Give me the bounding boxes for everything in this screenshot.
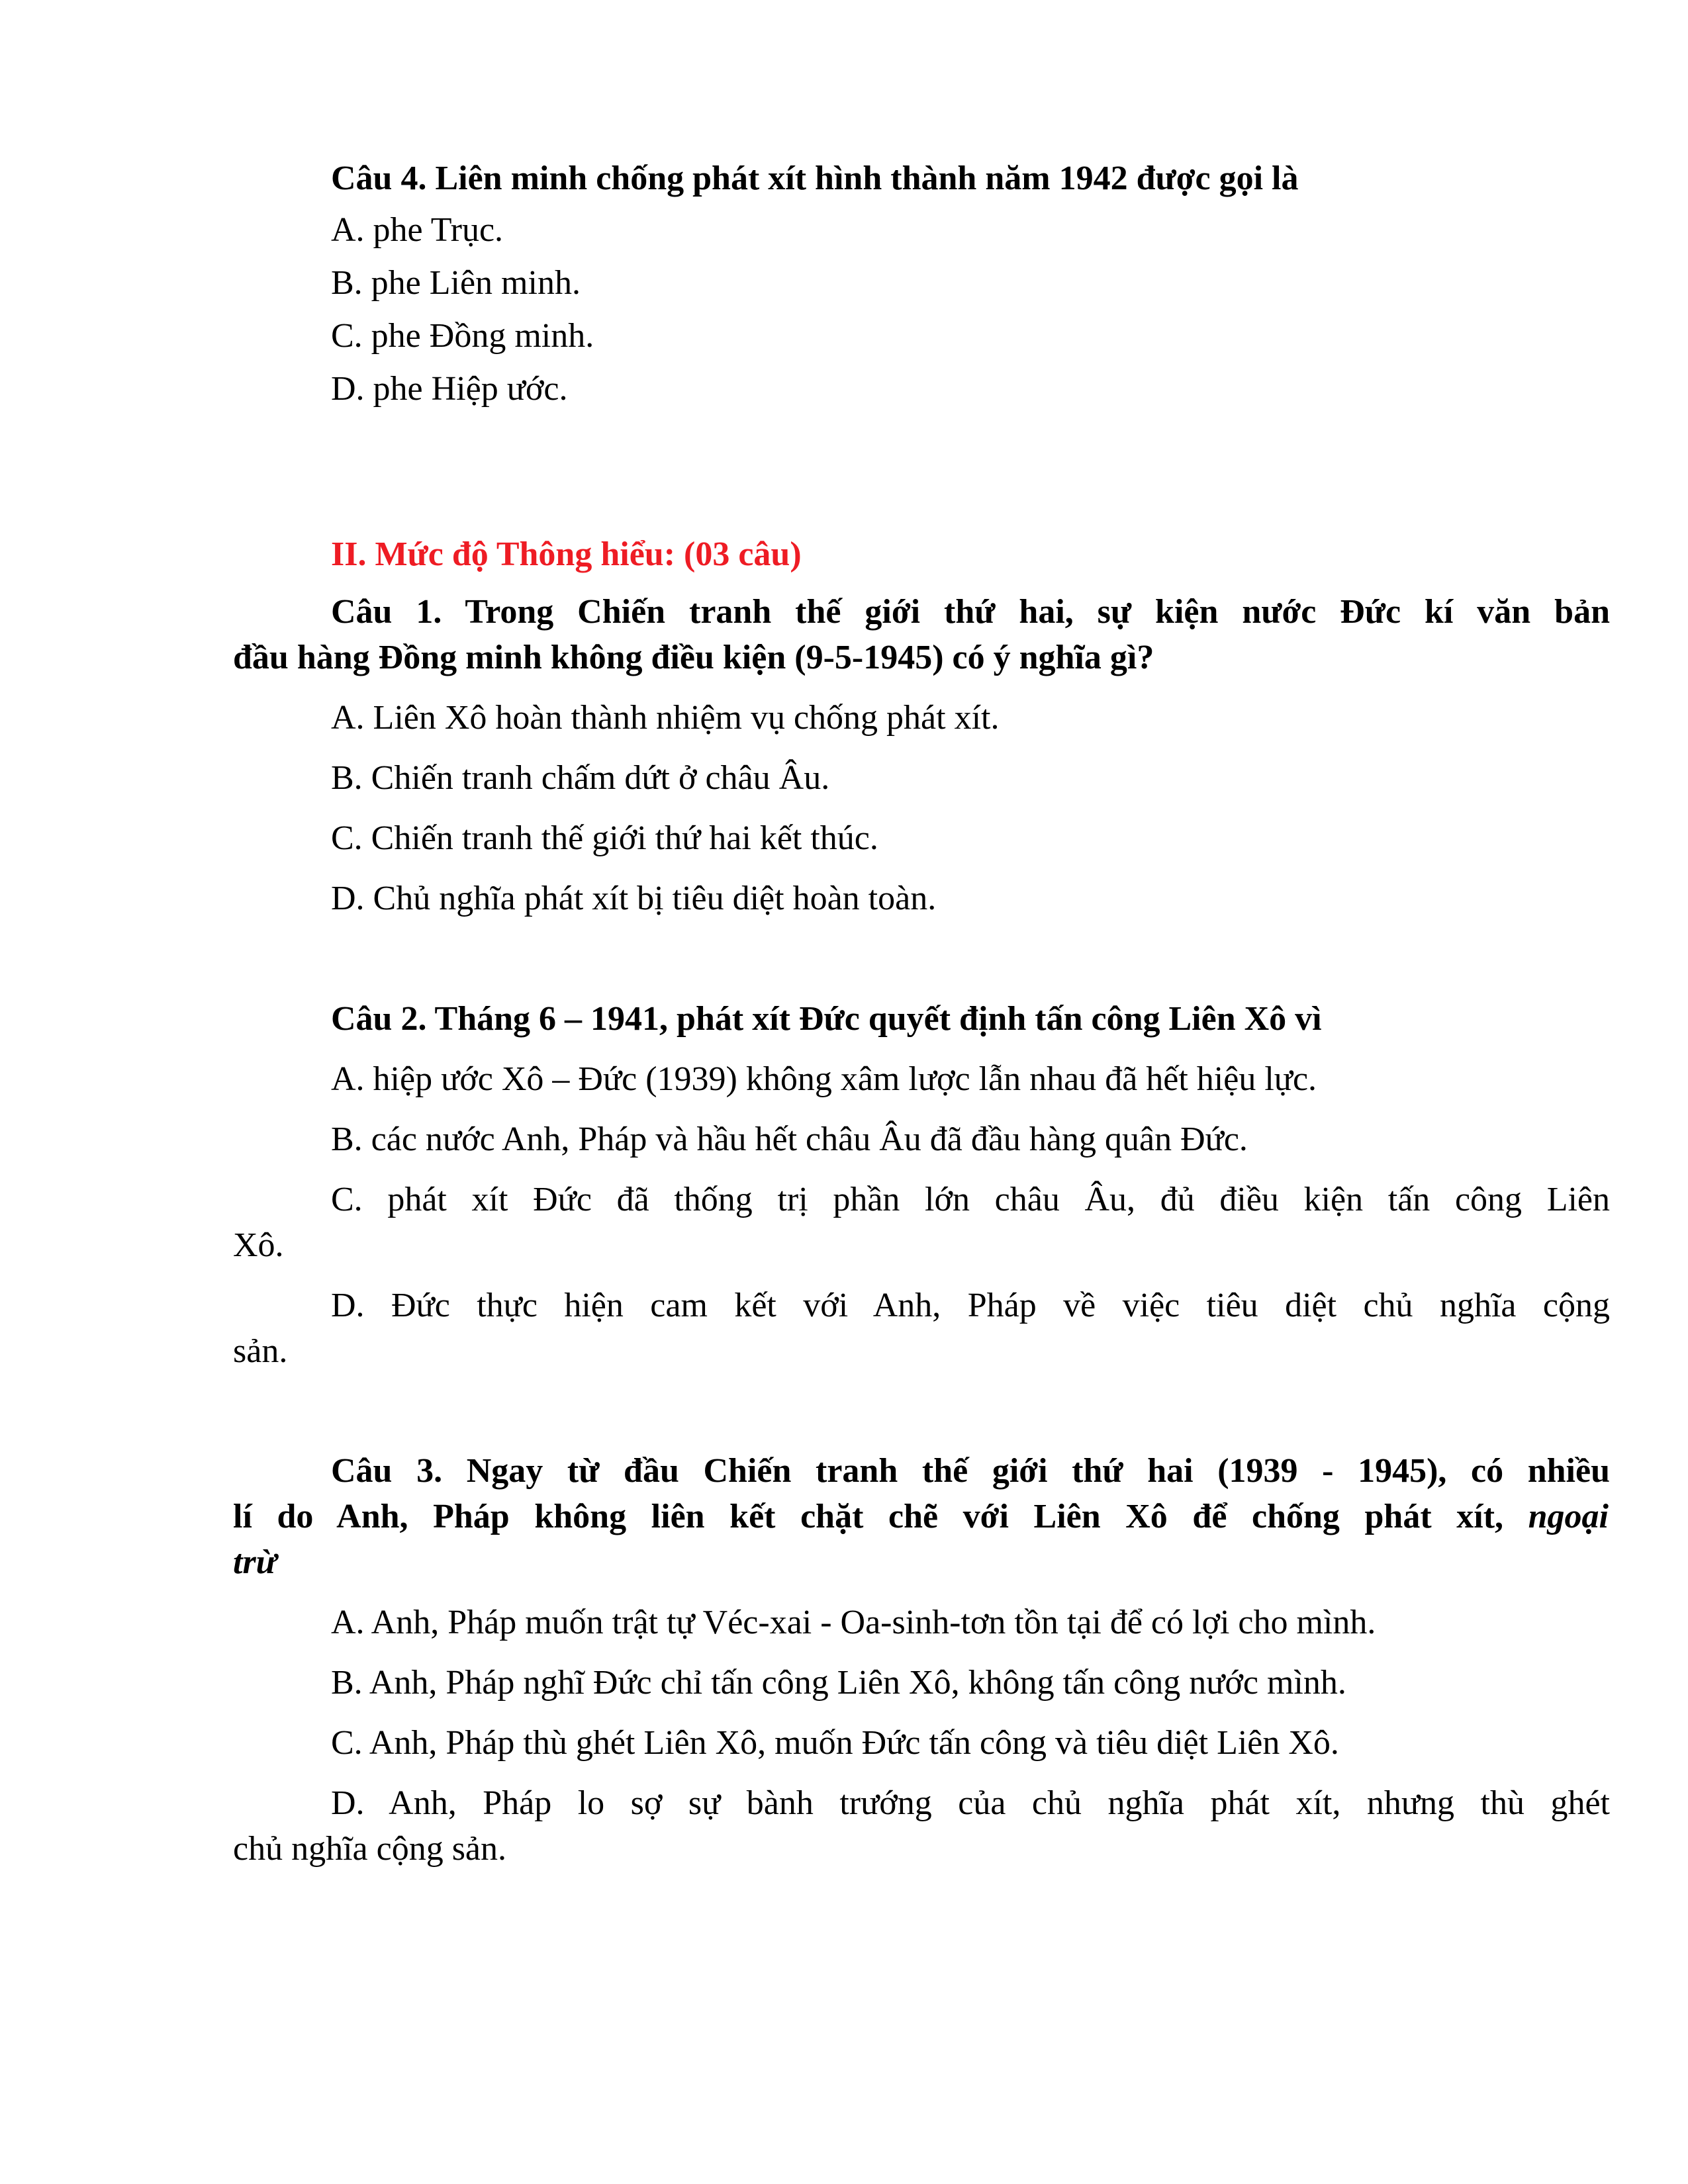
section2-question-3-line-2-text: lí do Anh, Pháp không liên kết chặt chẽ với Liên Xô để chống phát xít, <box>233 1498 1504 1535</box>
section2-question-3-option-c: C. Anh, Pháp thù ghét Liên Xô, muốn Đức tấn công và tiêu diệt Liên Xô. <box>331 1724 1339 1762</box>
section2-question-3-line-3 <box>233 1543 277 1582</box>
question-4-title: Câu 4. Liên minh chống phát xít hình thành năm 1942 được gọi là <box>331 159 1299 197</box>
section2-question-1-option-a: A. Liên Xô hoàn thành nhiệm vụ chống phát xít. <box>331 699 1000 737</box>
section2-question-1-line-2: đầu hàng Đồng minh không điều kiện (9-5-1945) có ý nghĩa gì? <box>233 639 1154 676</box>
question-4-option-c: C. phe Đồng minh. <box>331 317 594 355</box>
question-4-option-b: B. phe Liên minh. <box>331 264 581 302</box>
section2-question-1-option-c: C. Chiến tranh thế giới thứ hai kết thúc. <box>331 819 878 857</box>
section2-question-2-option-d-line-2: sản. <box>233 1332 288 1370</box>
section2-question-3-line-1: Câu 3. Ngay từ đầu Chiến tranh thế giới thứ hai (1939 - 1945), có nhiều <box>331 1452 1610 1490</box>
section2-question-3-option-d-line-1: D. Anh, Pháp lo sợ sự bành trướng của chủ nghĩa phát xít, nhưng thù ghét <box>331 1784 1610 1822</box>
section2-question-2-option-a: A. hiệp ước Xô – Đức (1939) không xâm lược lẫn nhau đã hết hiệu lực. <box>331 1060 1317 1098</box>
question-4-option-a: A. phe Trục. <box>331 211 504 249</box>
section-heading: II. Mức độ Thông hiểu: (03 câu) <box>331 535 802 573</box>
section2-question-3-option-b: B. Anh, Pháp nghĩ Đức chỉ tấn công Liên Xô, không tấn công nước mình. <box>331 1664 1346 1702</box>
section2-question-3-line-2 <box>233 1497 1609 1537</box>
section2-question-1-line-1: Câu 1. Trong Chiến tranh thế giới thứ hai, sự kiện nước Đức kí văn bản <box>331 593 1610 631</box>
section2-question-2-option-c-line-2: Xô. <box>233 1226 284 1264</box>
section2-question-3-emphasis-cont: trừ <box>233 1543 277 1581</box>
section2-question-2-option-b: B. các nước Anh, Pháp và hầu hết châu Âu đã đầu hàng quân Đức. <box>331 1120 1248 1158</box>
section2-question-3-emphasis: ngoại <box>1528 1498 1609 1535</box>
question-4-option-d: D. phe Hiệp ước. <box>331 370 568 408</box>
section2-question-2-title: Câu 2. Tháng 6 – 1941, phát xít Đức quyết định tấn công Liên Xô vì <box>331 1000 1322 1038</box>
section2-question-2-option-c-line-1: C. phát xít Đức đã thống trị phần lớn châu Âu, đủ điều kiện tấn công Liên <box>331 1181 1610 1218</box>
section2-question-3-option-d-line-2: chủ nghĩa cộng sản. <box>233 1830 507 1868</box>
section2-question-1-option-b: B. Chiến tranh chấm dứt ở châu Âu. <box>331 759 830 797</box>
section2-question-3-option-a: A. Anh, Pháp muốn trật tự Véc-xai - Oa-sinh-tơn tồn tại để có lợi cho mình. <box>331 1604 1376 1641</box>
section2-question-1-option-d: D. Chủ nghĩa phát xít bị tiêu diệt hoàn toàn. <box>331 880 937 917</box>
section2-question-2-option-d-line-1: D. Đức thực hiện cam kết với Anh, Pháp về việc tiêu diệt chủ nghĩa cộng <box>331 1287 1610 1324</box>
